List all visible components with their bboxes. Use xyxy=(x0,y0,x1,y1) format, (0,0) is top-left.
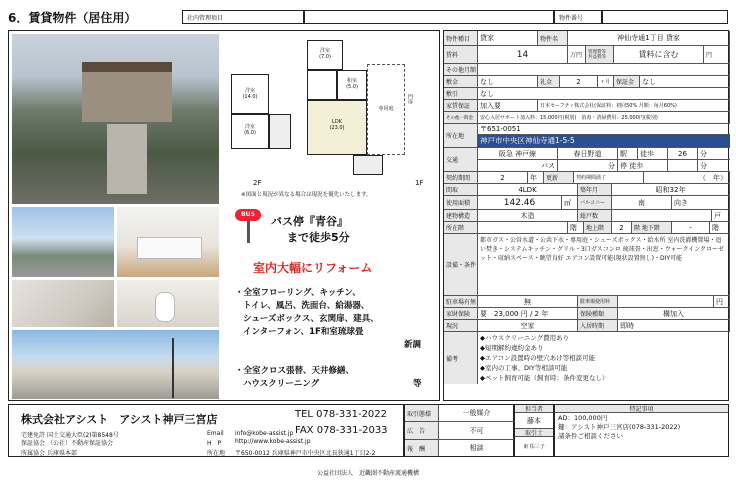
insurance-type-value: 構加入 xyxy=(618,308,730,320)
rent-label: 賃料 xyxy=(444,46,478,64)
room-1f-wet xyxy=(307,70,337,100)
key-money-unit: ヶ月 xyxy=(598,76,614,88)
label-2f: 2F xyxy=(253,179,262,187)
walk-label: 徒歩 xyxy=(638,148,668,160)
type-value: 貸家 xyxy=(478,31,538,46)
units-unit: 戸 xyxy=(712,210,730,222)
renew-note: （ 年） xyxy=(644,172,730,184)
media-panel xyxy=(8,30,440,401)
line-name: 阪急 神戸線 xyxy=(478,148,558,160)
insurance-label: 家財保険 xyxy=(444,308,478,320)
mgmt-label: 社内管理項目 xyxy=(182,10,304,24)
exterior-photo xyxy=(12,34,219,204)
renewal2-line-3: 等 xyxy=(413,379,422,389)
mgmt-fee-unit: 円 xyxy=(704,46,730,64)
private-garden: 専用庭 xyxy=(367,64,405,155)
notes-list xyxy=(478,332,730,384)
bus-pole xyxy=(247,221,250,243)
room-2f-b: 洋室 (6.0) xyxy=(231,114,269,149)
trade-value: 一般媒介 xyxy=(439,405,515,422)
bus-label: バス xyxy=(478,160,558,171)
trade-label: 取引態様 xyxy=(405,405,439,422)
bath-photo xyxy=(12,280,114,327)
balcony-label: バルコニー xyxy=(578,196,612,210)
eval-label: 取引士 xyxy=(515,429,553,437)
page-title: 6．賃貸物件（居住用） xyxy=(8,11,137,25)
bus-walk: まで徒歩5分 xyxy=(287,231,350,244)
footer-credit: 公益社団法人 近畿圏不動産流通機構 xyxy=(316,470,419,477)
renewal2-line-2: ハウスクリーニング xyxy=(243,379,320,389)
hp-label: H P xyxy=(207,440,222,447)
label-1f: 1F xyxy=(415,179,424,187)
key-money-label: 礼金 xyxy=(538,76,560,88)
units-value xyxy=(612,210,712,222)
email-link[interactable]: info@kobe-assist.jp xyxy=(235,430,294,437)
parking-value: 無 xyxy=(478,296,578,308)
layout-value: 4LDK xyxy=(478,184,578,196)
license-label: 宅建免許 xyxy=(21,432,46,439)
view-photo-1 xyxy=(12,207,114,277)
email-label: Email xyxy=(207,430,224,437)
renewal2-line-1: ・全室クロス張替、天井修繕、 xyxy=(235,366,355,376)
units-label: 総戸数 xyxy=(578,210,612,222)
deposit-label: 敷金 xyxy=(444,76,478,88)
fee-value: 相談 xyxy=(439,440,515,456)
station-name: 春日野道 xyxy=(558,148,618,160)
postal-code: 〒651-0051 xyxy=(478,124,730,135)
bus-minutes-unit: 分 xyxy=(558,160,618,171)
pole-shape xyxy=(172,338,174,398)
insurance-type-label: 保険種類 xyxy=(578,308,618,320)
floor-label: 所在階 xyxy=(444,222,478,234)
ad-value: 不可 xyxy=(439,422,515,440)
parking-fee-value xyxy=(618,296,714,308)
assoc-value: （公社）不動産保証協会 xyxy=(47,440,114,447)
stair-1f xyxy=(353,155,383,175)
toilet-shape xyxy=(155,292,175,322)
renewal-line-1: ・全室フローリング、キッチン、 xyxy=(235,288,361,298)
special-block xyxy=(554,404,729,457)
status-label: 現況 xyxy=(444,320,478,332)
status-value: 空家 xyxy=(478,320,578,332)
below-label: 階 地下階 xyxy=(632,222,672,234)
above-label: 地上階 xyxy=(584,222,612,234)
bus-stop-name: バス停『青谷』 xyxy=(271,215,348,228)
bus-badge: BUS xyxy=(235,209,261,221)
renew-label: 更新 xyxy=(544,172,574,184)
floor-value xyxy=(478,222,568,234)
parking-fee-unit: 円 xyxy=(714,296,730,308)
key-money-value: 2 xyxy=(560,76,598,88)
kitchen-photo xyxy=(117,207,219,277)
renewal-list xyxy=(235,287,435,352)
facilities-label: 設備・条件 xyxy=(444,234,478,296)
property-no-label: 物件番号 xyxy=(554,10,602,24)
note-item: ◆エアコン設置時の壁穴あけ等相談可能 xyxy=(480,354,596,362)
traffic-label: 交通 xyxy=(444,148,478,172)
toilet-photo xyxy=(117,280,219,327)
direction-unit: 向き xyxy=(672,196,730,210)
address-block xyxy=(478,124,730,148)
note-item: ◆短期解約違約金あり xyxy=(480,344,544,352)
floor-unit: 階 xyxy=(568,222,584,234)
bus-walk-unit: 分 xyxy=(700,161,707,170)
type-label: 物件種目 xyxy=(444,31,478,46)
special-notes xyxy=(555,413,728,442)
structure-value: 木造 xyxy=(478,210,578,222)
notes-label: 備考 xyxy=(444,332,478,384)
area-unit: ㎡ xyxy=(562,196,578,210)
contract-unit: 年 xyxy=(528,172,544,184)
keep-value: なし xyxy=(640,76,730,88)
mgmt-field xyxy=(304,10,554,24)
parking-fee-label: 駐車場使用料 xyxy=(578,296,618,308)
renew-type: 契約期間満了 xyxy=(574,172,644,184)
room-1f-a: 洋室 (7.0) xyxy=(307,40,343,70)
staff-value: 藤本 xyxy=(515,413,553,429)
bus-walk-label: 停 徒歩 xyxy=(618,160,668,171)
insurance-value: 要 23,000 円 / 2 年 xyxy=(478,308,578,320)
movein-value: 即時 xyxy=(618,320,730,332)
ad-label: 広 告 xyxy=(405,422,439,440)
other-monthly-value xyxy=(478,64,730,76)
walk-minutes: 26 xyxy=(668,148,698,160)
hp-link[interactable]: http://www.kobe-assist.jp xyxy=(235,438,311,445)
reform-headline: 室内大幅にリフォーム xyxy=(253,261,373,275)
footer-addr-label: 所在地 xyxy=(207,450,226,457)
special-line: 諸条件ご相談ください xyxy=(558,432,623,440)
address-value: 神戸市中央区神仙寺通1-5-5 xyxy=(478,135,730,147)
house-shape xyxy=(82,62,172,122)
renewal-line-2: トイレ、風呂、洗面台、給湯器、 xyxy=(243,301,370,311)
room-1f-ldk: LDK (23.0) xyxy=(307,100,367,155)
property-no-field xyxy=(602,10,728,24)
room-2f-a: 洋室 (14.0) xyxy=(231,74,269,114)
keep-label: 保証金 xyxy=(614,76,640,88)
renewal-list-2 xyxy=(235,365,435,391)
walk-unit: 分 xyxy=(698,148,730,160)
below-value: - xyxy=(672,222,710,234)
special-line: AD：100,000円 xyxy=(558,414,608,422)
view-photo-2 xyxy=(12,330,219,399)
guarantee-company: 日本セーフティ株式会社(保証料：初回50% 月額：毎月60%) xyxy=(538,100,730,112)
below-unit: 階 xyxy=(710,222,730,234)
name-label: 物件名 xyxy=(538,31,568,46)
company-block xyxy=(8,404,404,457)
footer-addr-value: 〒650-0012 兵庫県神戸市中央区北長狭通1丁目2-2 xyxy=(235,450,376,457)
station-suffix: 駅 xyxy=(618,148,638,160)
direction-value: 南 xyxy=(612,196,672,210)
company-tel: TEL 078-331-2022 xyxy=(295,409,388,420)
contract-label: 契約期間 xyxy=(444,172,478,184)
guarantee-value: 加入要 xyxy=(478,100,538,112)
deposit-value: なし xyxy=(478,76,538,88)
traffic-block xyxy=(478,148,730,172)
guarantee-label: 家賃保証 xyxy=(444,100,478,112)
built-label: 築年月 xyxy=(578,184,612,196)
address-label: 所在地 xyxy=(444,124,478,148)
gate-label: 門扉 xyxy=(407,94,413,104)
bus-stop-icon xyxy=(235,209,269,249)
contract-value: 2 xyxy=(478,172,528,184)
company-name: 株式会社アシスト アシスト神戸三宮店 xyxy=(21,413,218,426)
kitchen-counter xyxy=(137,237,202,259)
facilities-value: 都市ガス・公営水道・公共下水・専用庭・シューズボックス・給水所 室内洗濯機置場・追い焚き・システムキッチン・グリル・3口ガスコンロ 琉球畳・出窓・ウォークインクローゼット・収納スペース・眺望良好 エアコン設置可能(現状設置無し)・DIY可能 xyxy=(478,234,730,296)
area-label: 使用面積 xyxy=(444,196,478,210)
mgmt-fee-value: 賃料に含む xyxy=(614,46,704,64)
special-label: 特記事項 xyxy=(555,405,728,413)
note-item: ◆ペット飼育可能（飼育時：条件変更なし） xyxy=(480,374,609,382)
renewal-line-3: シューズボックス、玄関扉、建具、 xyxy=(243,314,379,324)
other-fee-value: 安心入居サポート加入料：15,000円(税別) 消毒・清掃費用：25,000円(税別) xyxy=(478,112,730,124)
member-label: 所属協会 xyxy=(21,450,46,457)
parking-label: 駐車場有無 xyxy=(444,296,478,308)
floorplan-note: ※図面と現況が異なる場合は現況を優先いたします。 xyxy=(241,192,372,198)
rent-unit: 万円 xyxy=(568,46,586,64)
other-monthly-label: その他月額 xyxy=(444,64,478,76)
rent-value: 14 xyxy=(478,46,568,64)
layout-label: 間取 xyxy=(444,184,478,196)
member-value: 兵庫県本部 xyxy=(47,450,78,457)
movein-label: 入居時期 xyxy=(578,320,618,332)
license-value: 国土交通大臣(2)第8548号 xyxy=(47,432,119,439)
assoc-label: 保証協会 xyxy=(21,440,46,447)
note-item: ◆室内の工事、DIY等相談可能 xyxy=(480,364,568,372)
built-value: 昭和32年 xyxy=(612,184,730,196)
company-fax: FAX 078-331-2033 xyxy=(295,425,388,436)
mgmt-fee-label: 管理費等 共益費等 xyxy=(586,46,614,64)
note-item: ◆ハウスクリーニング費用あり xyxy=(480,334,570,342)
spec-table xyxy=(443,30,729,401)
special-line: 鍵：アシスト神戸三宮店(078-331-2022) xyxy=(558,423,681,431)
renewal-line-5: 新調 xyxy=(403,340,421,350)
trade-block xyxy=(404,404,514,457)
name-value: 神仙寺通1丁目 貸家 xyxy=(568,31,730,46)
structure-label: 建物構造 xyxy=(444,210,478,222)
renewal-line-4: インターフォン、1F和室琉球畳 xyxy=(243,327,364,337)
stairs-shape xyxy=(107,124,147,194)
staff-label: 担当者 xyxy=(515,405,553,413)
stair-2f xyxy=(269,114,291,149)
shokyaku-value: なし xyxy=(478,88,730,100)
room-1f-washitsu: 和室 (5.0) xyxy=(337,70,367,100)
above-value: 2 xyxy=(612,222,632,234)
eval-value: 東 佑三子 xyxy=(523,444,545,450)
other-fee-label: その他一時金 xyxy=(444,112,478,124)
fee-label: 報 酬 xyxy=(405,440,439,456)
floorplan xyxy=(223,34,437,204)
area-value: 142.46 xyxy=(478,196,562,210)
staff-block xyxy=(514,404,554,457)
shokyaku-label: 敷引 xyxy=(444,88,478,100)
bus-walk-value xyxy=(668,160,698,171)
